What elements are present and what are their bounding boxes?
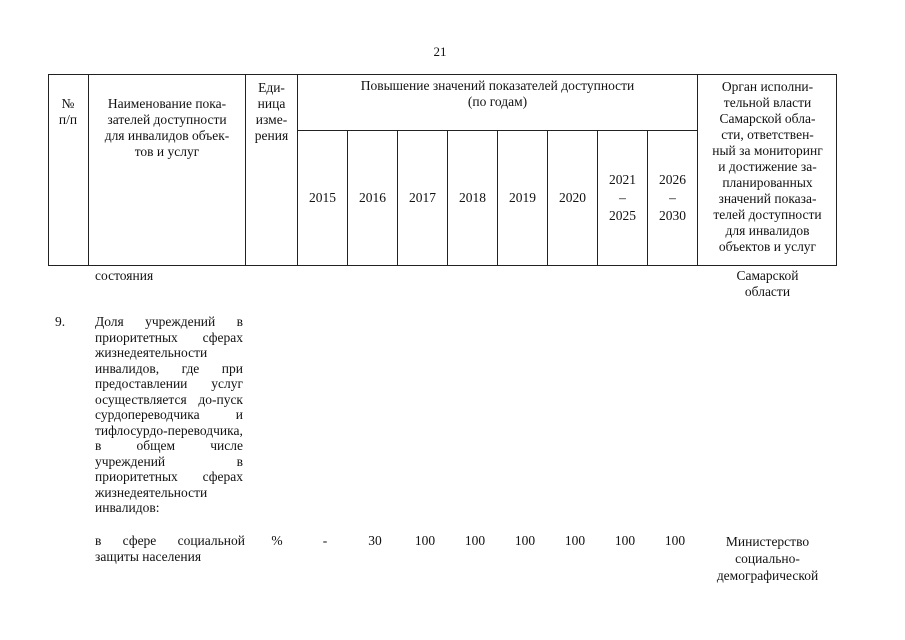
header-unit: Еди- ница изме- рения	[254, 80, 289, 143]
year-2018: 2018	[459, 190, 486, 205]
header-num: № п/п	[58, 96, 78, 127]
subrow-name: в сфере социальной защиты населения	[95, 533, 245, 564]
row-number: 9.	[55, 314, 66, 329]
value-2020: 100	[564, 533, 586, 548]
value-2019: 100	[514, 533, 536, 548]
year-2016: 2016	[359, 190, 386, 205]
year-2017: 2017	[409, 190, 436, 205]
subrow-org: Министерство социально- демографической	[716, 534, 819, 583]
value-2026-2030: 100	[664, 533, 686, 548]
value-2021-2025: 100	[614, 533, 636, 548]
header-name: Наименование пока- зателей доступности для инвалидов объек- тов и услуг	[104, 96, 230, 159]
header-increase: Повышение значений показателей доступности (по годам)	[360, 78, 635, 109]
year-2026-2030: 2026 – 2030	[659, 172, 686, 223]
year-2021-2025: 2021 – 2025	[609, 172, 636, 223]
value-2018: 100	[464, 533, 486, 548]
value-2017: 100	[414, 533, 436, 548]
row-name: Доля учреждений в приоритетных сферах жизнедеятельности инвалидов, где при предоставлении услуг осуществляется до-пуск сурдопереводчика и тифлосурдо-переводчика, в общем числе учреждений в приоритетных сферах жизнедеятельности инвалидов:	[95, 314, 243, 515]
subrow-unit: %	[271, 533, 283, 548]
value-2015: -	[322, 533, 328, 548]
year-2015: 2015	[309, 190, 336, 205]
org-continuation: Самарской области	[736, 268, 799, 299]
header-org: Орган исполни- тельной власти Самарской обла- сти, ответствен- ный за мониторинг и достижение за- планированных значений показа- телей доступности для инвалидов объектов и услуг	[712, 79, 823, 254]
page-number: 21	[433, 44, 447, 59]
year-2019: 2019	[509, 190, 536, 205]
value-2016: 30	[368, 533, 382, 548]
year-2020: 2020	[559, 190, 586, 205]
name-continuation: состояния	[95, 268, 154, 283]
